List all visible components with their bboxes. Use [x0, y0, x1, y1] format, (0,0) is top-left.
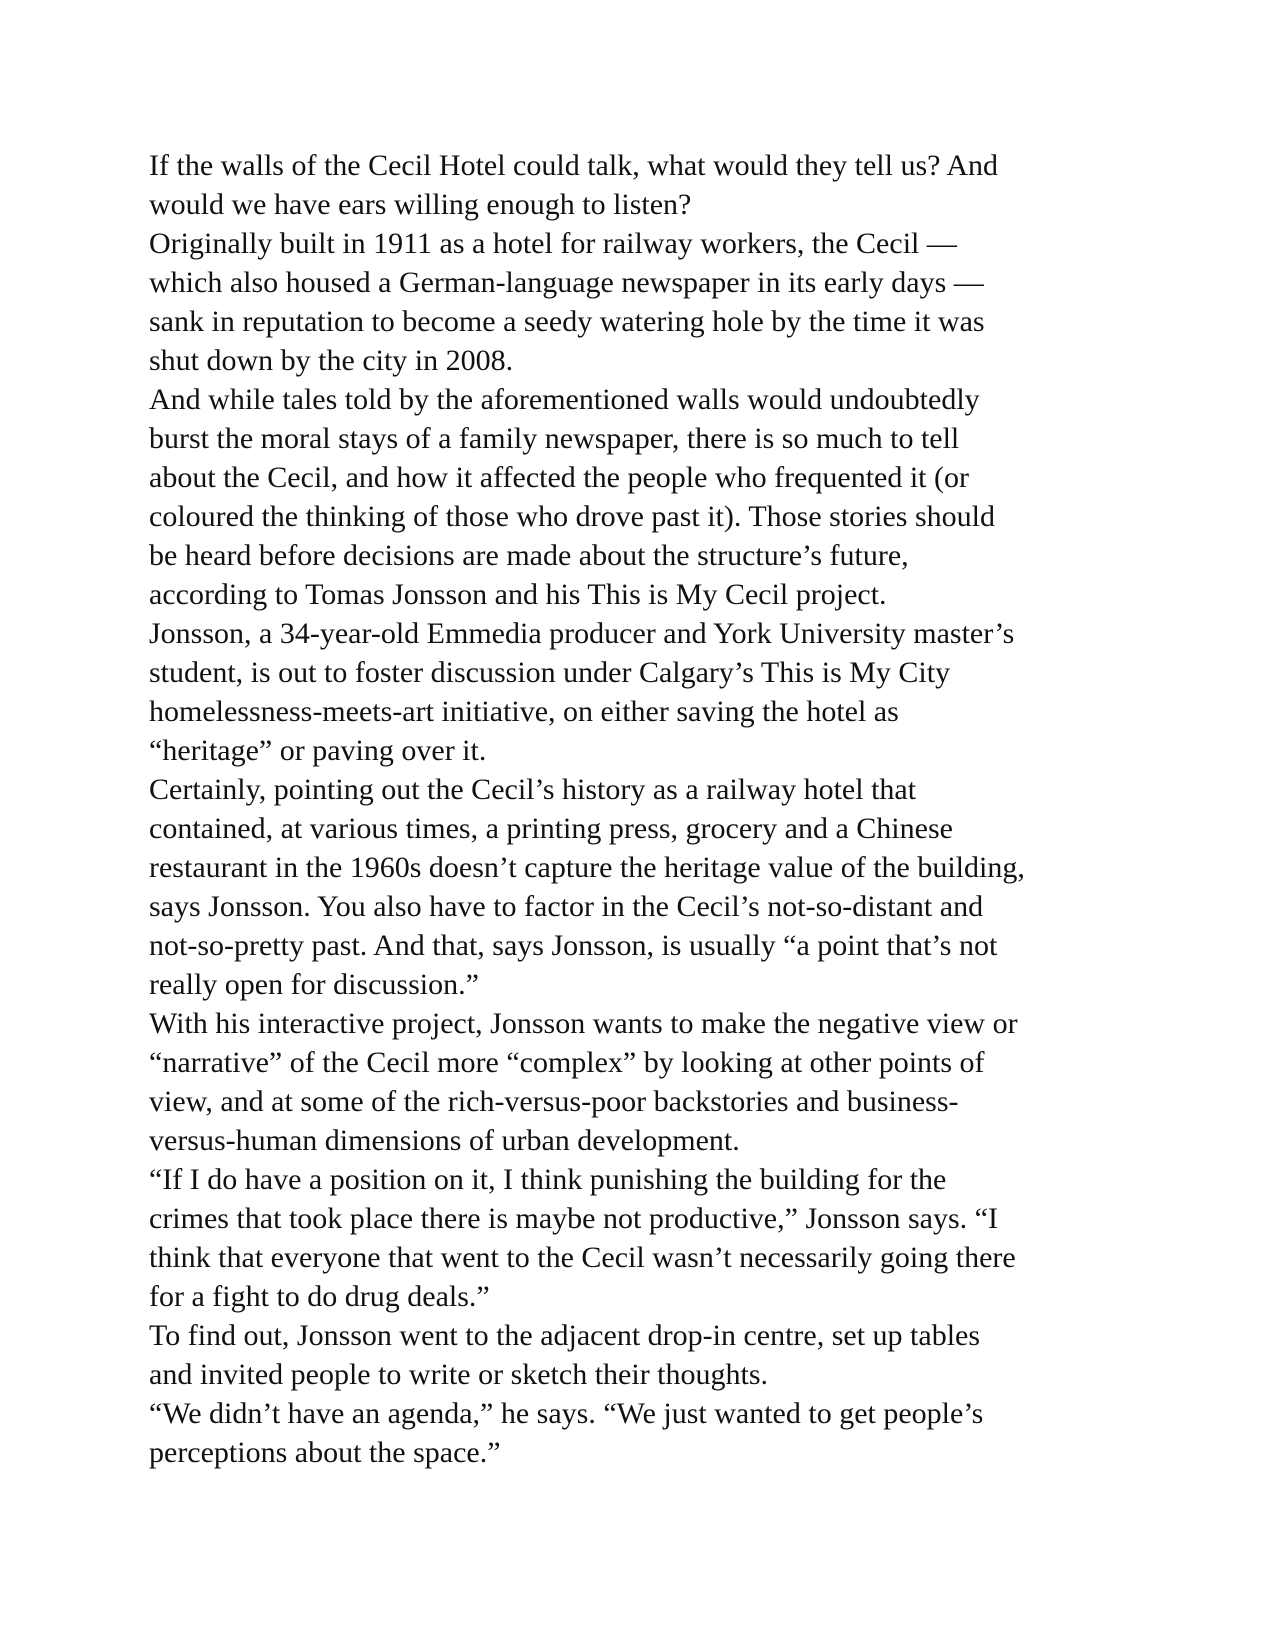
- paragraph: [149, 146, 1129, 224]
- text-line: about the Cecil, and how it affected the people who frequented it (or: [149, 461, 969, 494]
- paragraph: [149, 770, 1129, 1004]
- text-line: homelessness-meets-art initiative, on either saving the hotel as: [149, 695, 899, 728]
- text-line: student, is out to foster discussion under Calgary’s This is My City: [149, 656, 951, 689]
- text-line: With his interactive project, Jonsson wants to make the negative view or: [149, 1007, 1018, 1040]
- paragraph: [149, 224, 1129, 380]
- text-line: Jonsson, a 34-year-old Emmedia producer and York University master’s: [149, 617, 1015, 650]
- text-line: crimes that took place there is maybe not productive,” Jonsson says. “I: [149, 1202, 998, 1235]
- text-line: “heritage” or paving over it.: [149, 734, 487, 767]
- text-line: If the walls of the Cecil Hotel could talk, what would they tell us? And: [149, 149, 998, 182]
- text-line: To find out, Jonsson went to the adjacent drop-in centre, set up tables: [149, 1319, 981, 1352]
- paragraph: [149, 614, 1129, 770]
- paragraph: [149, 1394, 1129, 1472]
- article-body: [149, 146, 1129, 1472]
- paragraph: [149, 1316, 1129, 1394]
- text-line: Originally built in 1911 as a hotel for railway workers, the Cecil —: [149, 227, 957, 260]
- text-line: perceptions about the space.”: [149, 1436, 501, 1469]
- paragraph: [149, 1160, 1129, 1316]
- text-line: which also housed a German-language newspaper in its early days —: [149, 266, 984, 299]
- text-line: really open for discussion.”: [149, 968, 479, 1001]
- text-line: for a fight to do drug deals.”: [149, 1280, 490, 1313]
- text-line: Certainly, pointing out the Cecil’s history as a railway hotel that: [149, 773, 917, 806]
- text-line: “We didn’t have an agenda,” he says. “We just wanted to get people’s: [149, 1397, 984, 1430]
- text-line: think that everyone that went to the Cecil wasn’t necessarily going there: [149, 1241, 1016, 1274]
- text-line: according to Tomas Jonsson and his This is My Cecil project.: [149, 578, 887, 611]
- text-line: would we have ears willing enough to listen?: [149, 188, 692, 221]
- text-line: says Jonsson. You also have to factor in the Cecil’s not-so-distant and: [149, 890, 984, 923]
- text-line: be heard before decisions are made about the structure’s future,: [149, 539, 909, 572]
- text-line: “narrative” of the Cecil more “complex” by looking at other points of: [149, 1046, 985, 1079]
- text-line: not-so-pretty past. And that, says Jonsson, is usually “a point that’s not: [149, 929, 998, 962]
- text-line: and invited people to write or sketch their thoughts.: [149, 1358, 769, 1391]
- paragraph: [149, 1004, 1129, 1160]
- text-line: And while tales told by the aforementioned walls would undoubtedly: [149, 383, 980, 416]
- text-line: contained, at various times, a printing press, grocery and a Chinese: [149, 812, 953, 845]
- text-line: “If I do have a position on it, I think punishing the building for the: [149, 1163, 947, 1196]
- paragraph: [149, 380, 1129, 614]
- text-line: shut down by the city in 2008.: [149, 344, 514, 377]
- text-line: versus-human dimensions of urban development.: [149, 1124, 740, 1157]
- text-line: view, and at some of the rich-versus-poor backstories and business-: [149, 1085, 959, 1118]
- text-line: restaurant in the 1960s doesn’t capture the heritage value of the building,: [149, 851, 1025, 884]
- text-line: coloured the thinking of those who drove past it). Those stories should: [149, 500, 995, 533]
- text-line: burst the moral stays of a family newspaper, there is so much to tell: [149, 422, 960, 455]
- text-line: sank in reputation to become a seedy watering hole by the time it was: [149, 305, 985, 338]
